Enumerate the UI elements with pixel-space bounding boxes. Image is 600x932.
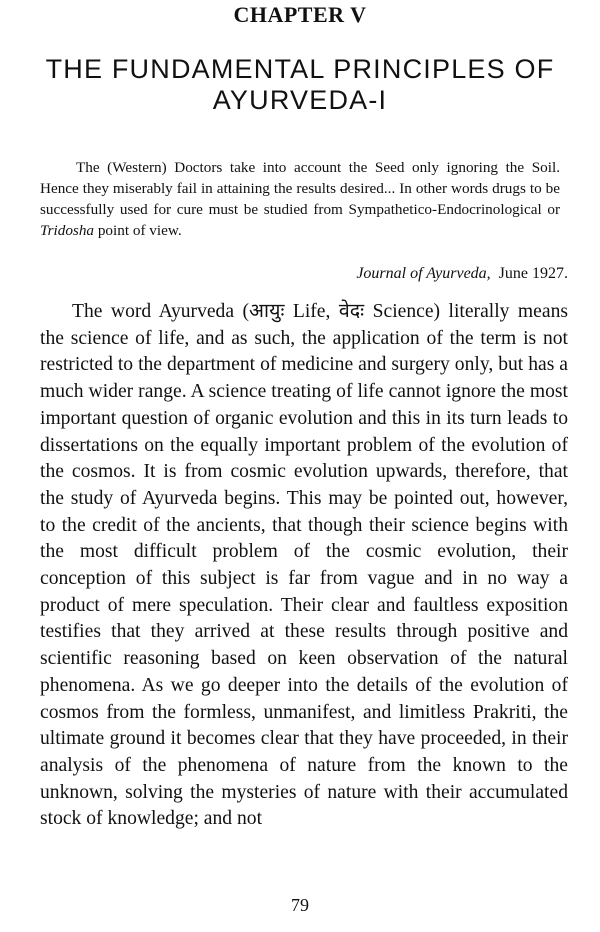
citation-source: Journal of Ayurveda, xyxy=(356,265,491,282)
chapter-label: CHAPTER V xyxy=(233,2,367,27)
epigraph-quote xyxy=(40,157,560,241)
epigraph-text-part-1: The (Western) Doctors take into account the Seed only ignoring the Soil. Hence they miserably fail in attaining the results desired... In other words drugs to be successfully used for cure must be studied from Sympathetico-Endocrinological or xyxy=(40,159,560,218)
epigraph-italic-term: Tridosha xyxy=(40,222,95,239)
chapter-title xyxy=(40,54,560,116)
body-paragraph: The word Ayurveda (आयुः Life, वेदः Science) literally means the science of life, and as such, the application of the term is not restricted to the department of medicine and surgery only, but has a much wider range. A science treating of life cannot ignore the most important question of organic evolution and this in its turn leads to dissertations on the equally important problem of the evolution of the cosmos. It is from cosmic evolution upwards, therefore, that the study of Ayurveda begins. This may be pointed out, however, to the credit of the ancients, that though their science begins with the most difficult problem of the cosmic evolution, their conception of this subject is far from vague and in no way a product of mere speculation. Their clear and faultless exposition testifies that they arrived at these results through positive and scientific reasoning based on keen observation of the natural phenomena. As we go deeper into the details of the evolution of cosmos from the formless, unmanifest, and limitless Prakriti, the ultimate ground it becomes clear that they have proceeded, in their analysis of the phenomena of nature from the known to the unknown, solving the mysteries of nature with their accumulated stock of knowledge; and not xyxy=(40,301,568,830)
epigraph-citation xyxy=(356,264,568,284)
chapter-title-line-2: AYURVEDA-I xyxy=(212,85,388,115)
chapter-title-line-1: THE FUNDAMENTAL PRINCIPLES OF xyxy=(45,54,555,84)
page-number: 79 xyxy=(291,895,309,915)
epigraph-text-part-2: point of view. xyxy=(94,222,182,239)
citation-date: June 1927. xyxy=(498,265,568,282)
